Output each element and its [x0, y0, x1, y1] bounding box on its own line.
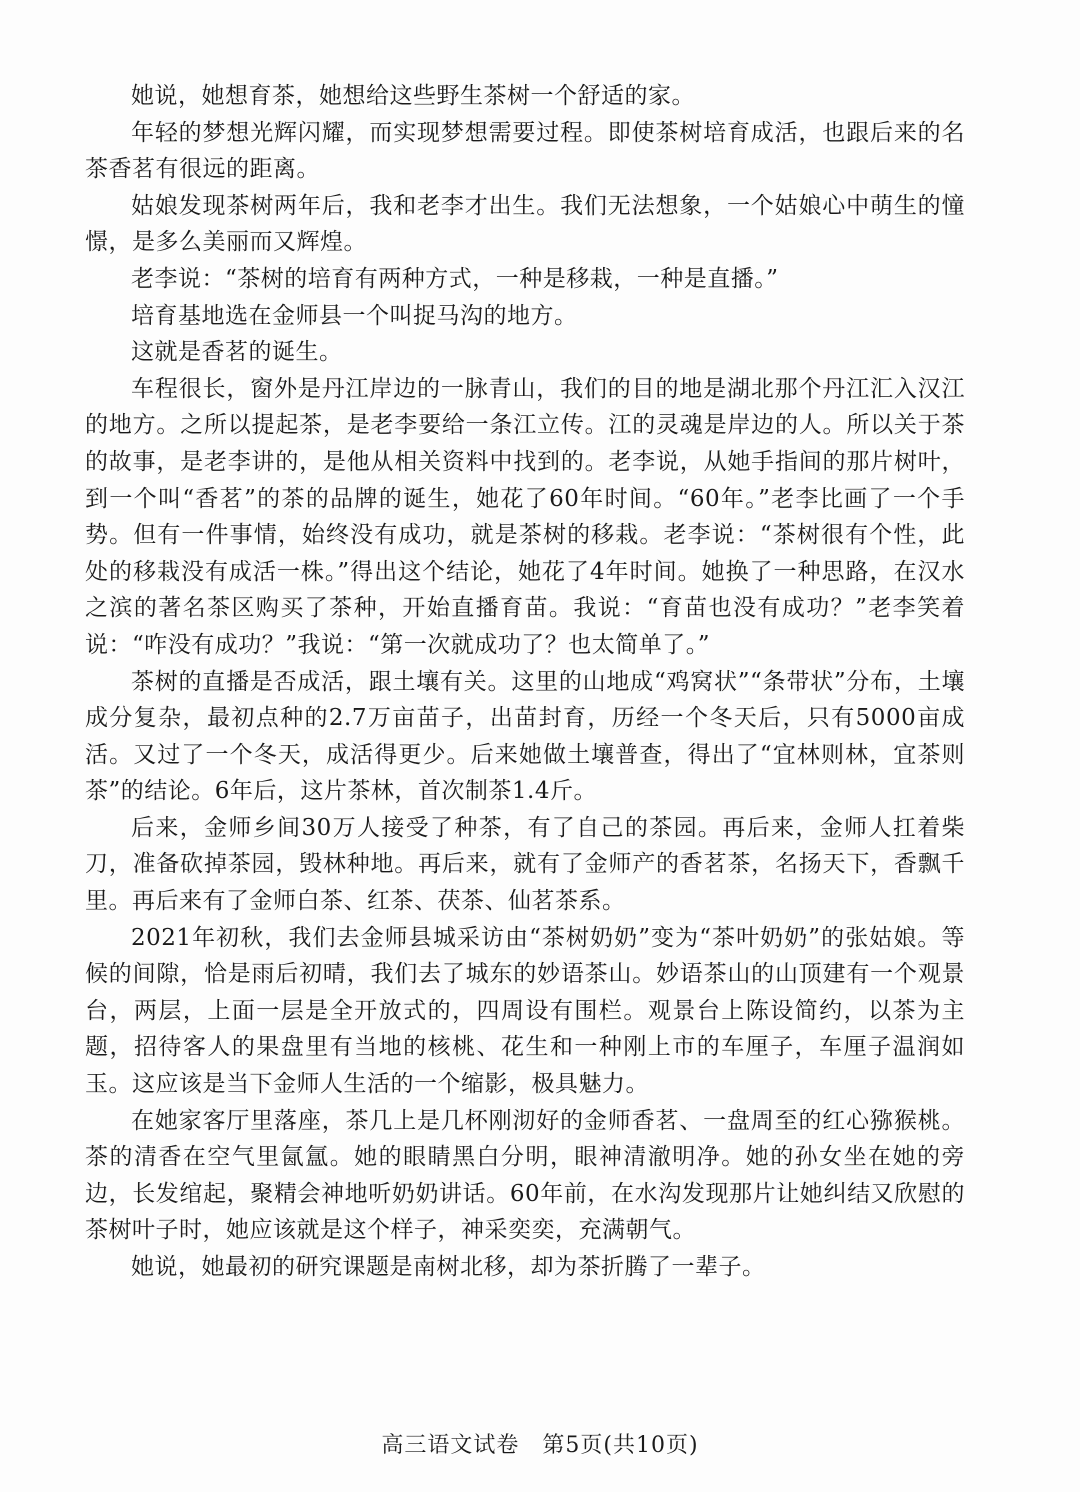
paragraph-1: 她说，她想育茶，她想给这些野生茶树一个舒适的家。 — [131, 83, 695, 109]
paragraph-4: 老李说：“茶树的培育有两种方式，一种是移栽，一种是直播。” — [131, 265, 779, 292]
paragraph-5: 培育基地选在金师县一个叫捉马沟的地方。 — [131, 302, 578, 329]
paragraph-9: 后来，金师乡间30万人接受了种茶，有了自己的茶园。再后来，金师人扛着柴刀，准备砍掉茶园，毁林种地。再后来，就有了金师产的香茗茶，名扬天下，香飘千里。再后来有了金师白茶、红茶、茯茶、仙茗茶系。 — [85, 814, 965, 915]
paragraph-12: 她说，她最初的研究课题是南树北移，却为茶折腾了一辈子。 — [131, 1254, 766, 1280]
paragraph-8: 茶树的直播是否成活，跟土壤有关。这里的山地成“鸡窝状”“条带状”分布，土壤成分复杂，最初点种的2.7万亩苗子，出苗封育，历经一个冬天后，只有5000亩成活。又过了一个冬天，成活得更少。后来她做土壤普查，得出了“宜林则林，宜茶则茶”的结论。6年后，这片茶林，首次制茶1.4斤。 — [85, 668, 965, 805]
article-body — [85, 78, 965, 1286]
paragraph-7: 车程很长，窗外是丹江岸边的一脉青山，我们的目的地是湖北那个丹江汇入汉江的地方。之所以提起茶，是老李要给一条江立传。江的灵魂是岸边的人。所以关于茶的故事，是老李讲的，是他从相关资料中找到的。老李说，从她手指间的那片树叶，到一个叫“香茗”的茶的品牌的诞生，她花了60年时间。“60年。”老李比画了一个手势。但有一件事情，始终没有成功，就是茶树的移栽。老李说：“茶树很有个性，此处的移栽没有成活一株。”得出这个结论，她花了4年时间。她换了一种思路，在汉水之滨的著名茶区购买了茶种，开始直播育苗。我说：“育苗也没有成功？”老李笑着说：“咋没有成功？”我说：“第一次就成功了？也太简单了。” — [85, 375, 965, 658]
paragraph-6: 这就是香茗的诞生。 — [131, 339, 343, 366]
paragraph-2: 年轻的梦想光辉闪耀，而实现梦想需要过程。即使茶树培育成活，也跟后来的名茶香茗有很远的距离。 — [85, 119, 965, 183]
paragraph-11: 在她家客厅里落座，茶几上是几杯刚沏好的金师香茗、一盘周至的红心猕猴桃。茶的清香在空气里氤氲。她的眼睛黑白分明，眼神清澈明净。她的孙女坐在她的旁边，长发绾起，聚精会神地听奶奶讲话。60年前，在水沟发现那片让她纠结又欣慰的茶树叶子时，她应该就是这个样子，神采奕奕，充满朝气。 — [85, 1107, 965, 1244]
paragraph-3: 姑娘发现茶树两年后，我和老李才出生。我们无法想象，一个姑娘心中萌生的憧憬，是多么美丽而又辉煌。 — [85, 192, 965, 256]
paragraph-10: 2021年初秋，我们去金师县城采访由“茶树奶奶”变为“茶叶奶奶”的张姑娘。等候的间隙，恰是雨后初晴，我们去了城东的妙语茶山。妙语茶山的山顶建有一个观景台，两层，上面一层是全开放式的，四周设有围栏。观景台上陈设简约，以茶为主题，招待客人的果盘里有当地的核桃、花生和一种刚上市的车厘子，车厘子温润如玉。这应该是当下金师人生活的一个缩影，极具魅力。 — [85, 924, 965, 1098]
page-footer: 高三语文试卷 第5页(共10页) — [381, 1433, 699, 1458]
